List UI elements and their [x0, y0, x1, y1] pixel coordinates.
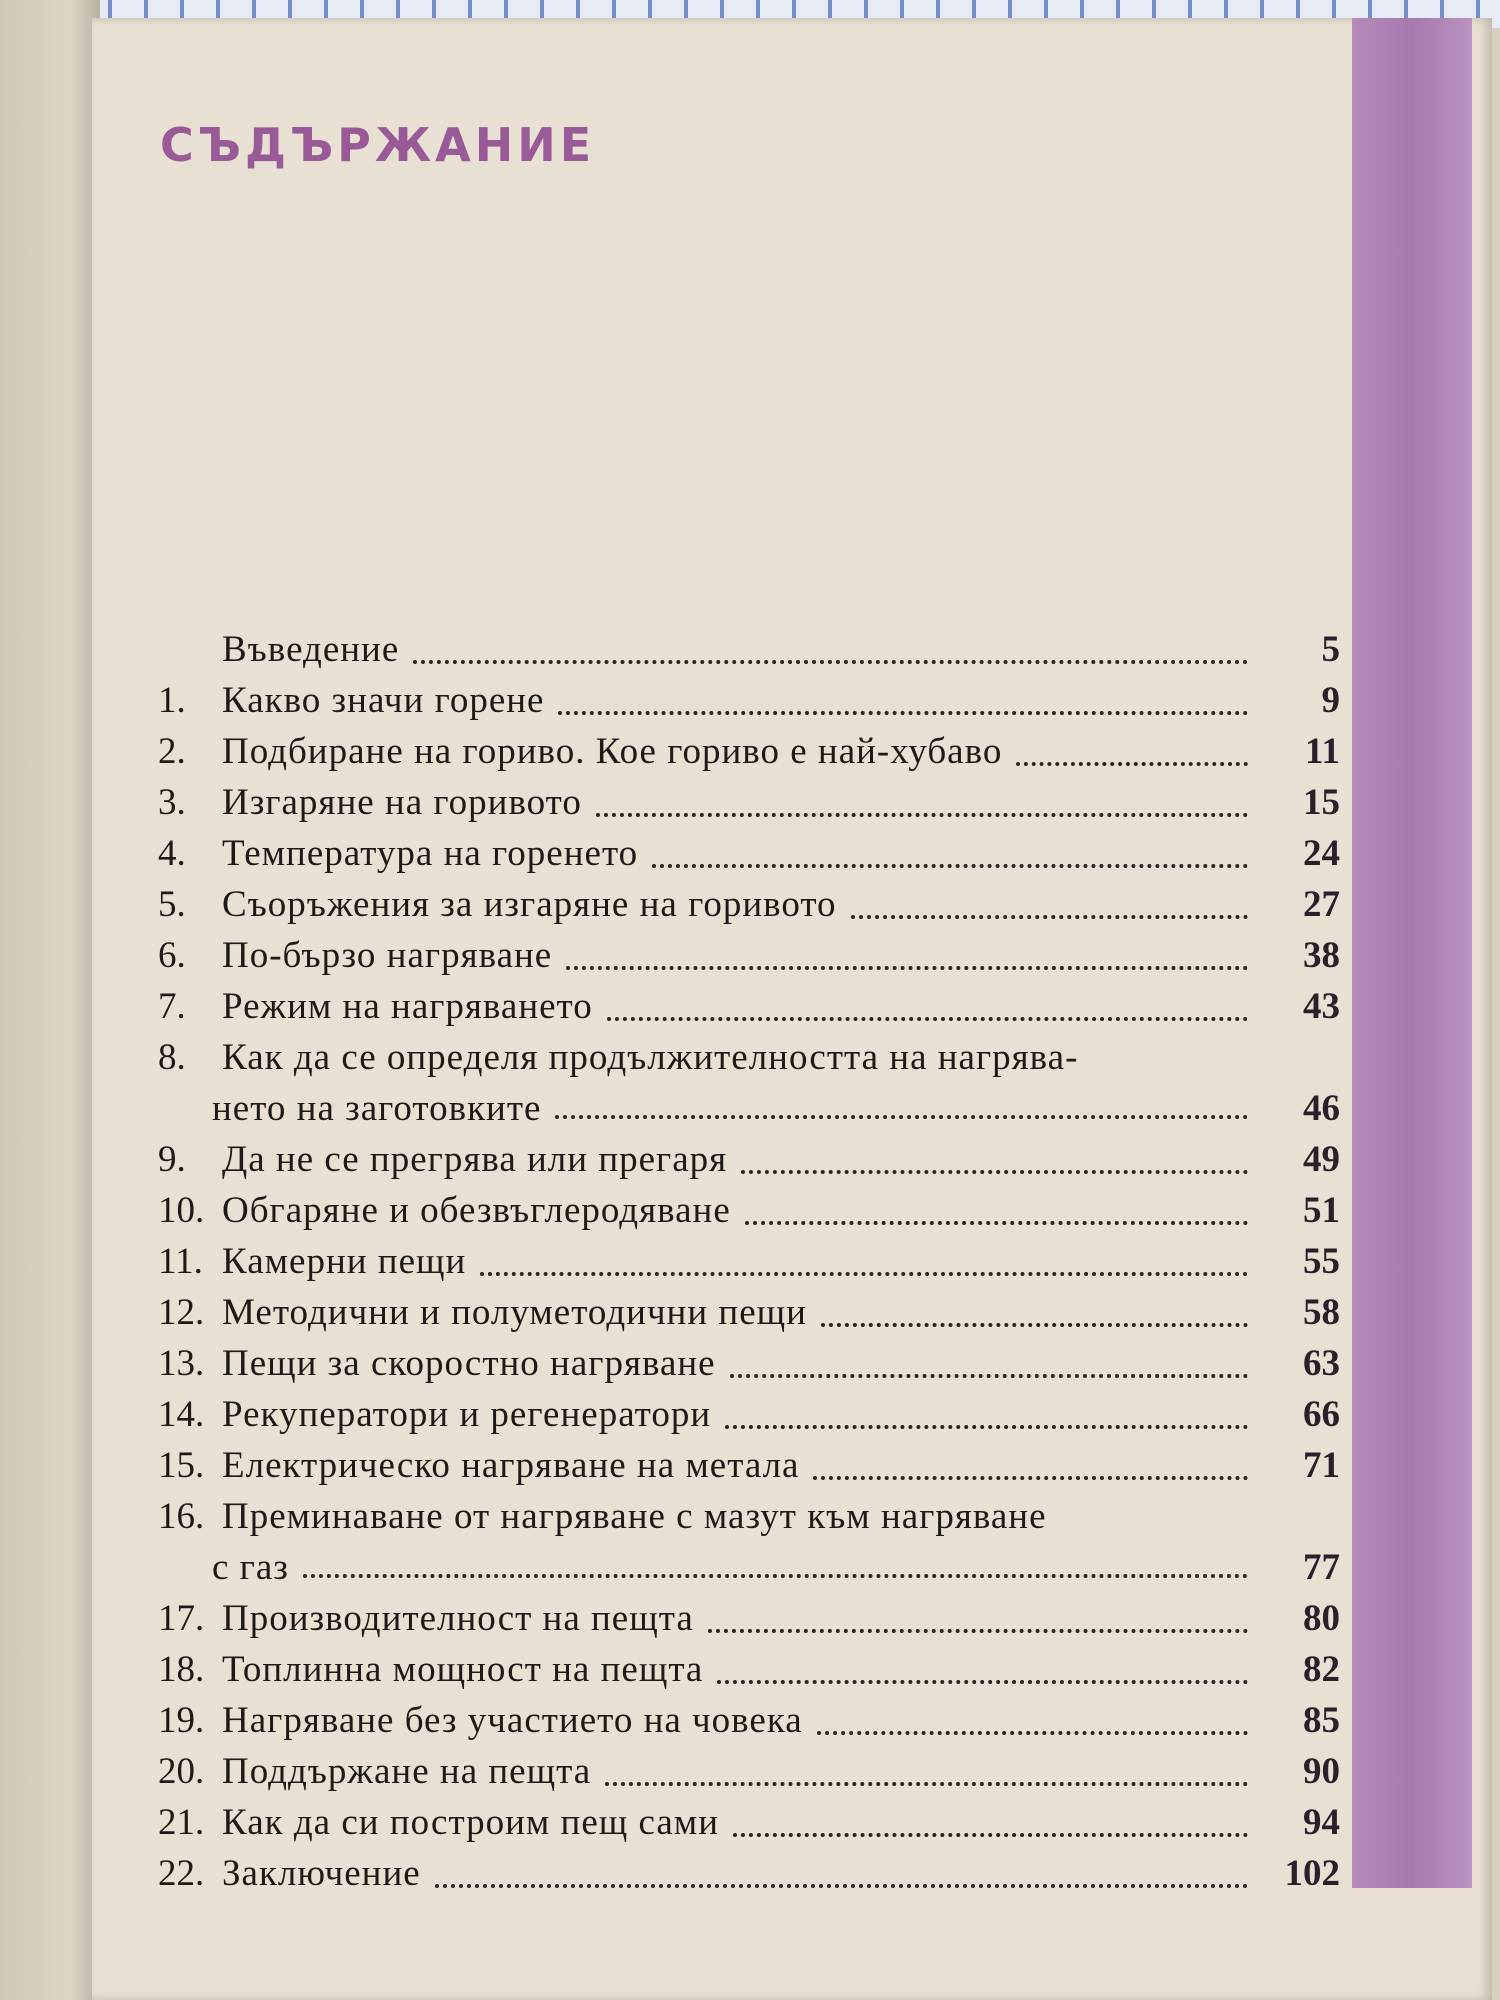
dot-leader: [741, 1170, 1248, 1174]
toc-entry-page: 5: [1321, 629, 1340, 670]
toc-entry-number: 13.: [158, 1343, 205, 1384]
toc-entry: [158, 934, 1340, 985]
toc-entry-page: 63: [1303, 1343, 1340, 1384]
toc-entry-number: 10.: [158, 1190, 205, 1231]
toc-entry-page: 43: [1303, 986, 1340, 1027]
dot-leader: [605, 1782, 1248, 1786]
toc-entry-page: 55: [1303, 1241, 1340, 1282]
dot-leader: [745, 1221, 1248, 1225]
toc-entry-title-continued: с газ: [212, 1547, 289, 1588]
toc-entry: [158, 1189, 1340, 1240]
dot-leader: [730, 1374, 1248, 1378]
dot-leader: [480, 1272, 1248, 1276]
toc-entry-title: Температура на горенето: [222, 833, 639, 874]
toc-entry: [158, 1342, 1340, 1393]
toc-entry-page: 102: [1284, 1853, 1340, 1894]
toc-entry-page: 51: [1303, 1190, 1340, 1231]
toc-entry: [158, 1495, 1340, 1597]
toc-entry: [158, 1240, 1340, 1291]
toc-entry: [158, 1750, 1340, 1801]
dot-leader: [555, 1115, 1248, 1119]
dot-leader: [1016, 762, 1248, 766]
toc-entry-number: 7.: [158, 986, 186, 1027]
toc-entry-title: Нагряване без участието на човека: [222, 1700, 803, 1741]
toc-entry-title: Топлинна мощност на пещта: [222, 1649, 704, 1690]
toc-entry-page: 85: [1303, 1700, 1340, 1741]
toc-entry-number: 17.: [158, 1598, 205, 1639]
toc-entry-page: 15: [1303, 782, 1340, 823]
toc-entry-page: 11: [1305, 731, 1340, 772]
toc-entry-page: 9: [1321, 680, 1340, 721]
toc-entry-title: Рекуператори и регенератори: [222, 1394, 712, 1435]
toc-entry-title: Съоръжения за изгаряне на горивото: [222, 884, 837, 925]
toc-entry-title: Режим на нагряването: [222, 986, 593, 1027]
toc-entry-number: 19.: [158, 1700, 205, 1741]
dot-leader: [733, 1833, 1248, 1837]
dot-leader: [725, 1425, 1248, 1429]
dot-leader: [303, 1574, 1248, 1578]
toc-entry-number: 2.: [158, 731, 186, 772]
dot-leader: [435, 1884, 1248, 1888]
toc-entry-number: 18.: [158, 1649, 205, 1690]
toc-entry: [158, 1291, 1340, 1342]
toc-entry-number: 3.: [158, 782, 186, 823]
toc-entry: [158, 985, 1340, 1036]
toc-entry: [158, 1444, 1340, 1495]
toc-entry: [158, 628, 1340, 679]
toc-entry-title: Електрическо нагряване на метала: [222, 1445, 800, 1486]
dot-leader: [708, 1629, 1248, 1633]
toc-entry-title: Обгаряне и обезвъглеродяване: [222, 1190, 731, 1231]
toc-entry: [158, 679, 1340, 730]
dot-leader: [558, 711, 1248, 715]
toc-entry: [158, 1699, 1340, 1750]
toc-entry-title: По-бързо нагряване: [222, 935, 553, 976]
toc-entry-title-continued: нето на заготовките: [212, 1088, 542, 1129]
toc-entry-number: 9.: [158, 1139, 186, 1180]
toc-entry-title: Изгаряне на горивото: [222, 782, 582, 823]
toc-entry: [158, 730, 1340, 781]
toc-entry-title: Какво значи горене: [222, 680, 545, 721]
toc-entry: [158, 883, 1340, 934]
toc-entry-number: 15.: [158, 1445, 205, 1486]
toc-entry-number: 5.: [158, 884, 186, 925]
toc-entry-title: Пещи за скоростно нагряване: [222, 1343, 716, 1384]
toc-entry-title: Методични и полуметодични пещи: [222, 1292, 807, 1333]
toc-entry-title: Преминаване от нагряване с мазут към нагряване: [222, 1496, 1047, 1537]
toc-entry-number: 14.: [158, 1394, 205, 1435]
toc-entry-page: 90: [1303, 1751, 1340, 1792]
toc-entry-page: 71: [1303, 1445, 1340, 1486]
toc-entry: [158, 1801, 1340, 1852]
toc-entry-page: 80: [1303, 1598, 1340, 1639]
toc-entry-number: 22.: [158, 1853, 205, 1894]
toc-entry-page: 49: [1303, 1139, 1340, 1180]
dot-leader: [607, 1017, 1248, 1021]
purple-margin-band: [1352, 18, 1472, 1888]
dot-leader: [817, 1731, 1248, 1735]
toc-entry: [158, 1036, 1340, 1138]
dot-leader: [851, 915, 1248, 919]
dot-leader: [821, 1323, 1248, 1327]
toc-entry-page: 94: [1303, 1802, 1340, 1843]
toc-entry-number: 21.: [158, 1802, 205, 1843]
toc-entry-title: Подбиране на гориво. Кое гориво е най-хубаво: [222, 731, 1003, 772]
toc-entry-number: 1.: [158, 680, 186, 721]
toc-entry-title: Да не се прегрява или прегаря: [222, 1139, 728, 1180]
toc-entry-page: 77: [1303, 1547, 1340, 1588]
toc-entry-page: 27: [1303, 884, 1340, 925]
toc-entry: [158, 1852, 1340, 1903]
toc-entry-number: 11.: [158, 1241, 203, 1282]
toc-entry-title: Поддържане на пещта: [222, 1751, 592, 1792]
left-page-edge: [0, 0, 100, 2000]
toc-entry: [158, 781, 1340, 832]
dot-leader: [717, 1680, 1248, 1684]
toc-entry-title: Как да се определя продължителността на нагрява-: [222, 1037, 1079, 1078]
toc-entry-page: 46: [1303, 1088, 1340, 1129]
page-title: СЪДЪРЖАНИЕ: [160, 118, 596, 172]
toc-entry-number: 12.: [158, 1292, 205, 1333]
toc-entry-title: Камерни пещи: [222, 1241, 467, 1282]
toc-entry-title: Производителност на пещта: [222, 1598, 694, 1639]
toc-entry-number: 20.: [158, 1751, 205, 1792]
toc-entry-title: Как да си построим пещ сами: [222, 1802, 720, 1843]
toc-entry-number: 6.: [158, 935, 186, 976]
toc-entry-page: 66: [1303, 1394, 1340, 1435]
toc-entry: [158, 1393, 1340, 1444]
toc-entry: [158, 1648, 1340, 1699]
toc-entry-page: 82: [1303, 1649, 1340, 1690]
toc-entry: [158, 1138, 1340, 1189]
toc-entry: [158, 832, 1340, 883]
toc-entry-number: 4.: [158, 833, 186, 874]
dot-leader: [813, 1476, 1248, 1480]
toc-entry: [158, 1597, 1340, 1648]
toc-entry-number: 16.: [158, 1496, 205, 1537]
toc-entry-page: 24: [1303, 833, 1340, 874]
toc-entry-page: 38: [1303, 935, 1340, 976]
table-of-contents: [158, 628, 1340, 1903]
toc-entry-title: Заключение: [222, 1853, 421, 1894]
dot-leader: [596, 813, 1248, 817]
toc-entry-page: 58: [1303, 1292, 1340, 1333]
toc-entry-number: 8.: [158, 1037, 186, 1078]
dot-leader: [566, 966, 1248, 970]
dot-leader: [413, 660, 1248, 664]
toc-entry-title: Въведение: [222, 629, 400, 670]
dot-leader: [652, 864, 1248, 868]
